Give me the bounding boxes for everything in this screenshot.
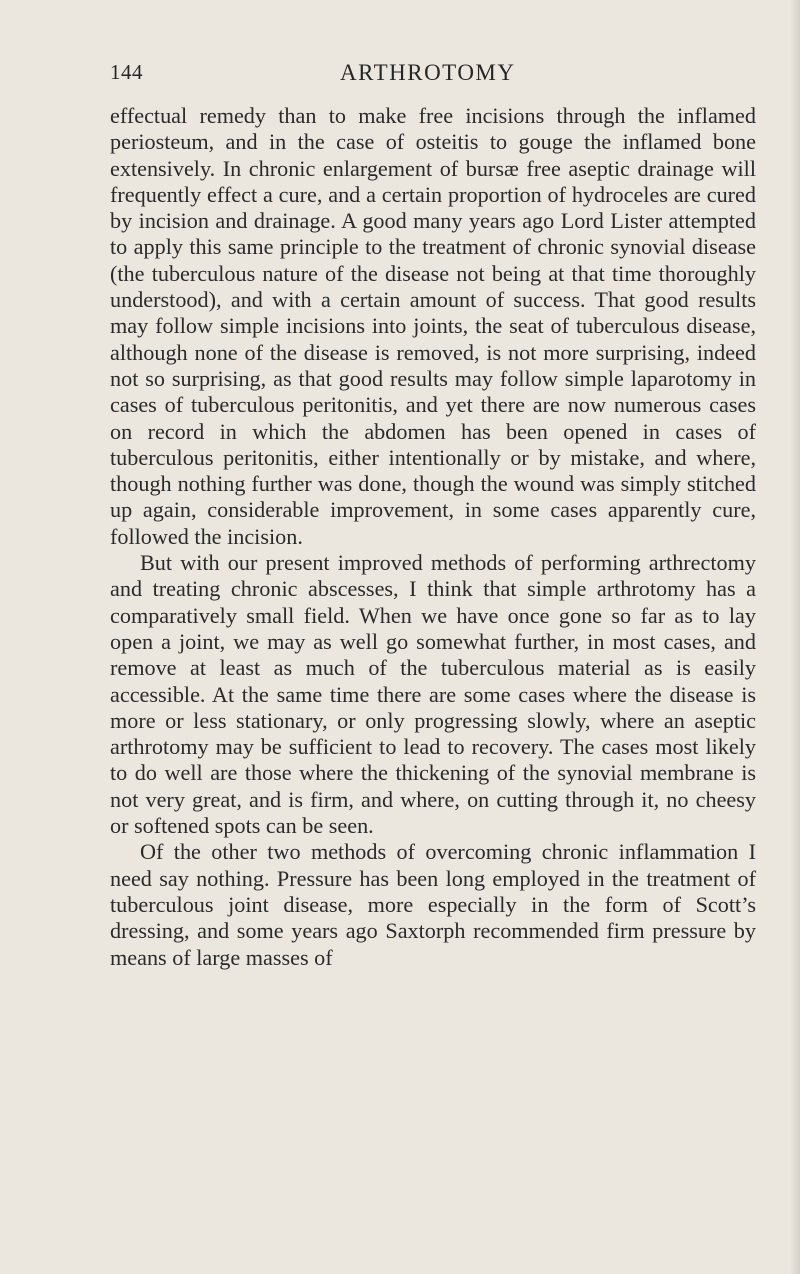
paragraph-arthrectomy: But with our present improved methods of performing arthrectomy and treating chronic abscesses, I think that simple arthrotomy has a comparatively small field. When we have once gone so far as to lay open a joint, we may as well go somewhat further, in most cases, and remove at least as much of the tuberculous material as is easily accessible. At the same time there are some cases where the disease is more or less stationary, or only progressing slowly, where an aseptic arthrotomy may be sufficient to lead to recovery. The cases most likely to do well are those where the thickening of the synovial membrane is not very great, and is firm, and where, on cutting through it, no cheesy or softened spots can be seen. (110, 550, 756, 839)
running-title: ARTHROTOMY (340, 60, 516, 85)
paragraph-continuation: effectual remedy than to make free incisions through the inflamed periosteum, and in the case of osteitis to gouge the inflamed bone extensively. In chronic enlargement of bursæ free aseptic drainage will frequently effect a cure, and a certain proportion of hydroceles are cured by incision and drainage. A good many years ago Lord Lister attempted to apply this same principle to the treatment of chronic synovial disease (the tuberculous nature of the disease not being at that time thoroughly understood), and with a certain amount of success. That good results may follow simple incisions into joints, the seat of tuberculous disease, although none of the disease is removed, is not more surprising, indeed not so surprising, as that good results may follow simple laparotomy in cases of tuberculous peritonitis, and yet there are now numerous cases on record in which the abdomen has been opened in cases of tuberculous peritonitis, either intentionally or by mistake, and where, though nothing further was done, though the wound was simply stitched up again, considerable improvement, in some cases apparently cure, followed the incision. (110, 103, 756, 549)
page-edge-shadow (790, 0, 800, 1274)
running-head (110, 60, 750, 100)
paragraph-other-methods: Of the other two methods of overcoming chronic inflammation I need say nothing. Pressure has been long employed in the treatment of tuberculous joint disease, more especially in the form of Scott’s dressing, and some years ago Saxtorph recommended firm pressure by means of large masses of (110, 839, 756, 970)
page-number: 144 (110, 60, 143, 84)
body-text (110, 103, 756, 971)
